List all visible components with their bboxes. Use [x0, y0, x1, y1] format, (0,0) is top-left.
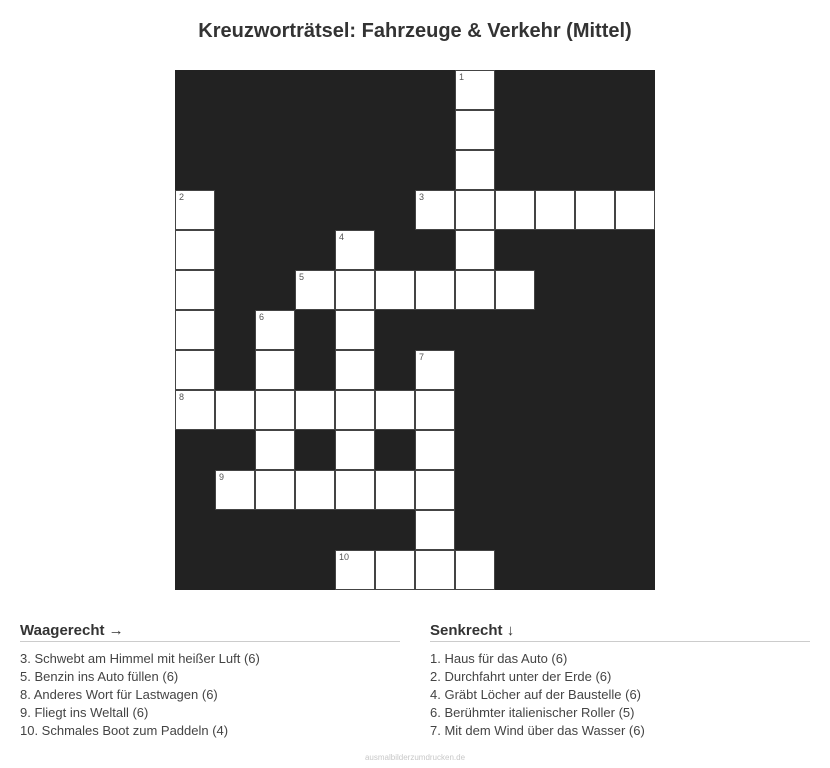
across-heading: Waagerecht → [20, 622, 400, 642]
grid-cell[interactable] [175, 390, 215, 430]
grid-cell[interactable] [295, 270, 335, 310]
across-clues-section [20, 622, 400, 740]
grid-cell[interactable] [455, 230, 495, 270]
clue-across-3: 3. Schwebt am Himmel mit heißer Luft (6) [20, 651, 260, 666]
grid-cell[interactable] [175, 310, 215, 350]
grid-cell[interactable] [415, 470, 455, 510]
grid-cell[interactable] [335, 390, 375, 430]
grid-cell[interactable] [335, 350, 375, 390]
grid-cell[interactable] [575, 190, 615, 230]
grid-cell[interactable] [455, 550, 495, 590]
clue-across-5: 5. Benzin ins Auto füllen (6) [20, 669, 179, 684]
grid-cell[interactable] [335, 310, 375, 350]
cell-number: 2 [179, 192, 185, 202]
cell-number: 7 [419, 352, 425, 362]
watermark: ausmalbilderzumdrucken.de [364, 753, 466, 762]
clue-down-7: 7. Mit dem Wind über das Wasser (6) [430, 723, 645, 738]
grid-cell[interactable] [215, 470, 255, 510]
down-clues-section [430, 622, 810, 740]
cell-number: 6 [259, 312, 265, 322]
grid-cell[interactable] [335, 550, 375, 590]
grid-cell[interactable] [255, 430, 295, 470]
grid-cell[interactable] [255, 310, 295, 350]
grid-cell[interactable] [615, 190, 655, 230]
clue-down-1: 1. Haus für das Auto (6) [430, 651, 568, 666]
grid-cell[interactable] [295, 470, 335, 510]
grid-cell[interactable] [335, 230, 375, 270]
grid-cell[interactable] [415, 350, 455, 390]
across-clue-list [20, 650, 400, 740]
grid-cell[interactable] [255, 390, 295, 430]
grid-cell[interactable] [415, 270, 455, 310]
grid-cell[interactable] [415, 190, 455, 230]
grid-cell[interactable] [175, 270, 215, 310]
grid-cell[interactable] [255, 470, 295, 510]
down-heading: Senkrecht ↓ [430, 622, 810, 642]
grid-cell[interactable] [495, 270, 535, 310]
cell-number: 8 [179, 392, 185, 402]
grid-cell[interactable] [415, 390, 455, 430]
grid-cell[interactable] [455, 110, 495, 150]
cell-number: 10 [339, 552, 350, 562]
grid-cell[interactable] [415, 430, 455, 470]
clue-down-4: 4. Gräbt Löcher auf der Baustelle (6) [430, 687, 642, 702]
cell-number: 4 [339, 232, 345, 242]
grid-cell[interactable] [295, 390, 335, 430]
clue-down-6: 6. Berühmter italienischer Roller (5) [430, 705, 635, 720]
grid-cell[interactable] [455, 190, 495, 230]
grid-cell[interactable] [335, 430, 375, 470]
grid-cell[interactable] [375, 390, 415, 430]
grid-cell[interactable] [455, 270, 495, 310]
grid-cell[interactable] [535, 190, 575, 230]
grid-cell[interactable] [215, 390, 255, 430]
grid-cell[interactable] [175, 230, 215, 270]
grid-cell[interactable] [375, 470, 415, 510]
crossword-grid [175, 70, 655, 590]
grid-cell[interactable] [375, 270, 415, 310]
clue-across-10: 10. Schmales Boot zum Paddeln (4) [20, 723, 229, 738]
clue-down-2: 2. Durchfahrt unter der Erde (6) [430, 669, 612, 684]
grid-cell[interactable] [415, 510, 455, 550]
grid-cell[interactable] [175, 350, 215, 390]
grid-cell[interactable] [335, 470, 375, 510]
grid-cell[interactable] [455, 70, 495, 110]
clue-across-9: 9. Fliegt ins Weltall (6) [20, 705, 149, 720]
grid-cell[interactable] [255, 350, 295, 390]
cell-number: 9 [219, 472, 225, 482]
clue-across-8: 8. Anderes Wort für Lastwagen (6) [20, 687, 218, 702]
grid-cell[interactable] [335, 270, 375, 310]
grid-cell[interactable] [375, 550, 415, 590]
down-clue-list [430, 650, 810, 740]
grid-cell[interactable] [415, 550, 455, 590]
puzzle-title: Kreuzworträtsel: Fahrzeuge & Verkehr (Mittel) [198, 20, 632, 42]
cell-number: 3 [419, 192, 425, 202]
cell-number: 1 [459, 72, 465, 82]
grid-cell[interactable] [175, 190, 215, 230]
grid-cell[interactable] [495, 190, 535, 230]
grid-cell[interactable] [455, 150, 495, 190]
cell-number: 5 [299, 272, 305, 282]
